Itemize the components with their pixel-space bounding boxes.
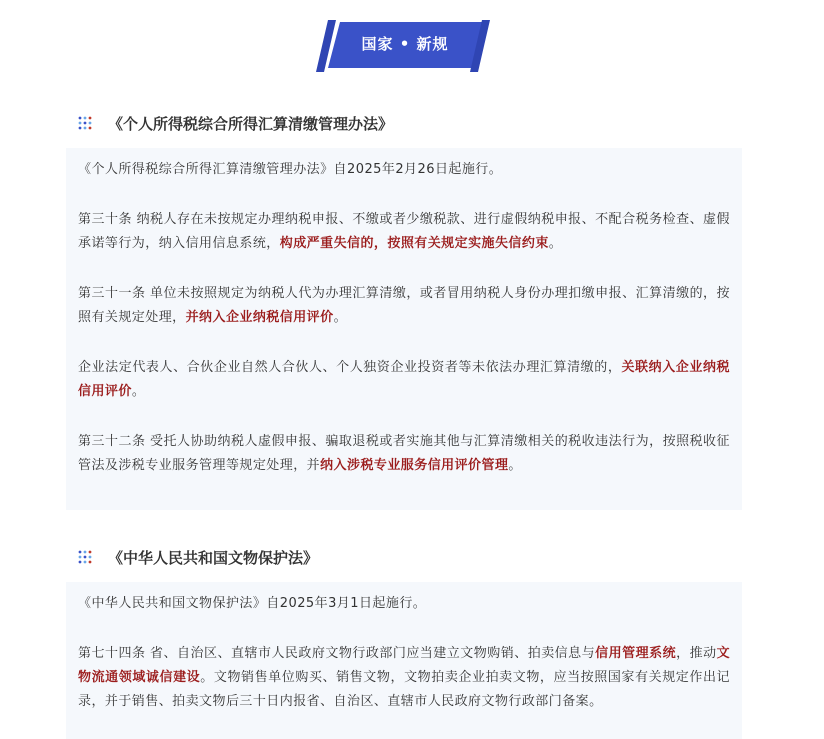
dots-icon [78,116,92,130]
content-box-relics [66,582,742,739]
text-segment: 。 [333,310,348,325]
dots-icon [78,550,92,564]
text-segment: 企业法定代表人、合伙企业自然人合伙人、个人独资企业投资者等未依法办理汇算清缴的， [78,360,622,375]
section-heading-relics [78,546,318,568]
text-segment: 。 [508,458,522,473]
text-segment: 。 [131,384,146,399]
text-segment: 第三十条 纳税人存在未按规定办理纳税申报、不缴或者少缴税款、进行虚假纳税申报、不配合税务检查、虚假承诺等行为，纳入信用信息系统， [78,212,730,251]
paragraph [78,282,730,330]
text-segment: ，推动 [676,646,717,661]
text-segment: 。文物销售单位购买、销售文物，文物拍卖企业拍卖文物，应当按照国家有关规定作出记录，并于销售、拍卖文物后三十日内报省、自治区、直辖市人民政府文物行政部门备案。 [78,670,730,709]
section-heading-tax [78,112,393,134]
section-title: 《个人所得税综合所得汇算清缴管理办法》 [108,114,394,133]
content-box-tax [66,148,742,510]
paragraph [78,592,730,616]
paragraph [78,158,730,182]
highlight-text: 纳入涉税专业服务信用评价管理 [320,458,509,473]
paragraph [78,430,730,478]
paragraph [78,208,730,256]
highlight-text: 并纳入企业纳税信用评价 [185,310,334,325]
paragraph [78,356,730,404]
banner-title: 国家 • 新规 [361,35,449,53]
text-segment: 《中华人民共和国文物保护法》自2025年3月1日起施行。 [78,596,427,611]
text-segment: 第三十一条 单位未按照规定为纳税人代为办理汇算清缴，或者冒用纳税人身份办理扣缴申报、汇算清缴的，按照有关规定处理， [78,286,730,325]
text-segment: 第三十二条 受托人协助纳税人虚假申报、骗取退税或者实施其他与汇算清缴相关的税收违法行为，按照税收征管法及涉税专业服务管理等规定处理，并 [78,434,730,473]
text-segment: 《个人所得税综合所得汇算清缴管理办法》自2025年2月26日起施行。 [78,162,503,177]
text-segment: 。 [548,236,563,251]
highlight-text: 文物流通领域诚信建设 [78,646,731,685]
highlight-text: 关联纳入企业纳税信用评价 [78,360,730,399]
highlight-text: 信用管理系统 [595,646,677,661]
highlight-text: 构成严重失信的，按照有关规定实施失信约束 [279,236,549,251]
section-banner [316,16,494,76]
section-title: 《中华人民共和国文物保护法》 [108,548,319,567]
text-segment: 第七十四条 省、自治区、直辖市人民政府文物行政部门应当建立文物购销、拍卖信息与 [78,646,596,661]
paragraph [78,642,730,714]
